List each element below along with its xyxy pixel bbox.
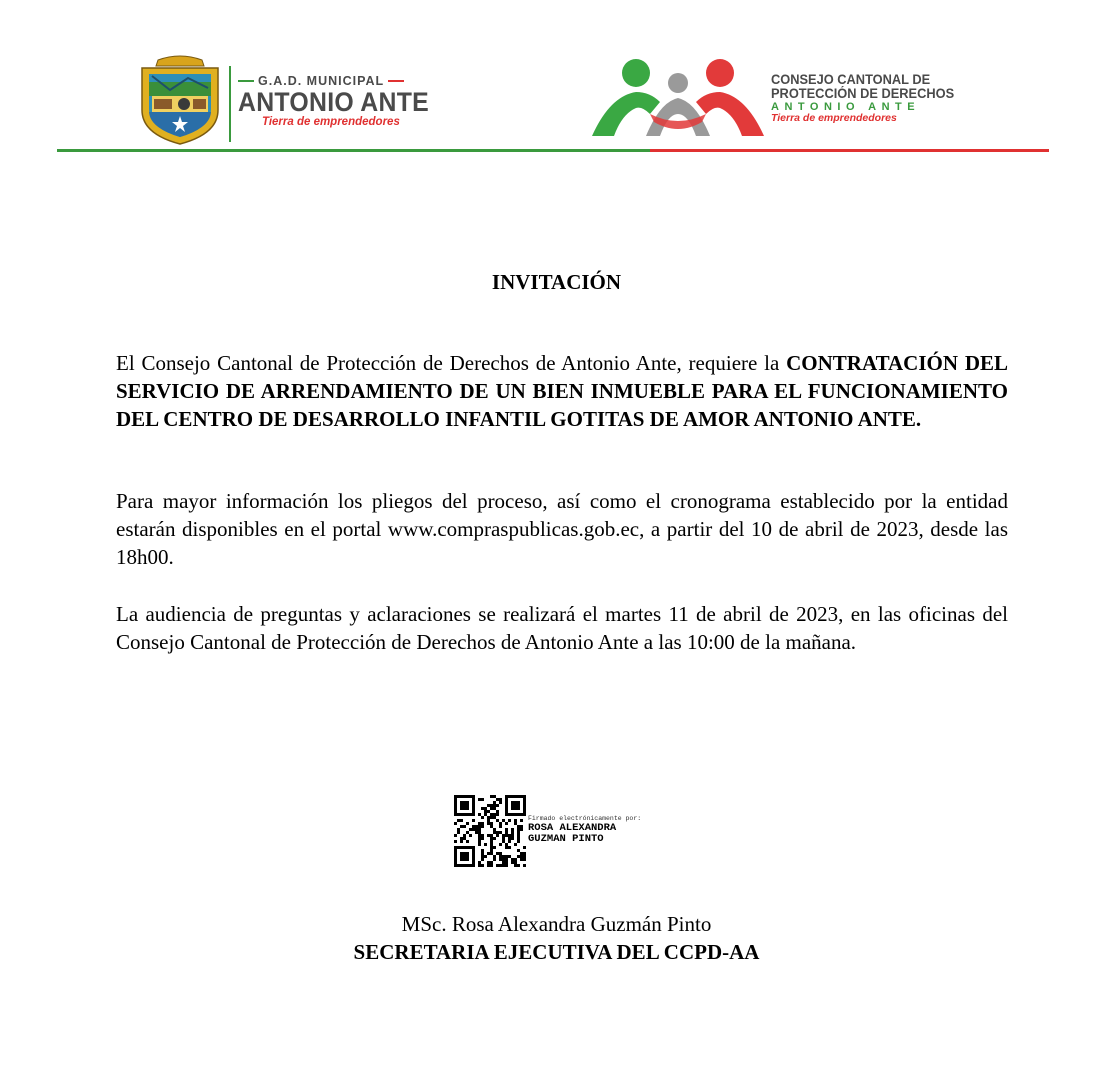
signature-stamp: [528, 815, 641, 845]
letterhead: [0, 0, 1113, 160]
requirement-intro: El Consejo Cantonal de Protección de Derechos de Antonio Ante, requiere la: [116, 351, 780, 375]
stamp-label: Firmado electrónicamente por:: [528, 815, 642, 822]
gad-wordmark: [238, 74, 448, 128]
requirement-subject: CONTRATACIÓN DEL SERVICIO DE ARRENDAMIENTO DE UN BIEN INMUEBLE PARA EL FUNCIONAMIENTO DEL CENTRO DE DESARROLLO INFANTIL GOTITAS DE AMOR ANTONIO ANTE.: [116, 351, 1009, 431]
document-title: INVITACIÓN: [491, 270, 622, 294]
signer-title: SECRETARIA EJECUTIVA DEL CCPD-AA: [353, 940, 760, 964]
gad-tagline: Tierra de emprendedores: [262, 116, 400, 128]
gad-top-label: G.A.D. MUNICIPAL: [258, 74, 385, 88]
red-dash: [388, 80, 404, 82]
stamp-name-line2: GUZMAN PINTO: [528, 833, 604, 845]
paragraph-audience: La audiencia de preguntas y aclaraciones se realizará el martes 11 de abril de 2023, en las oficinas del Consejo Cantonal de Protección de Derechos de Antonio Ante a las 10:00 de la mañana.: [116, 602, 1008, 654]
consejo-figures-logo: [590, 56, 768, 138]
stamp-name-line1: ROSA ALEXANDRA: [528, 822, 617, 834]
header-rule-red: [650, 149, 1049, 152]
coat-of-arms-logo: [138, 52, 222, 146]
consejo-tagline: Tierra de emprendedores: [771, 112, 897, 124]
paragraph-information: Para mayor información los pliegos del proceso, así como el cronograma establecido por la entidad estarán disponibles en el portal www.compraspublicas.gob.ec, a partir del 10 de abril de 2023, desde las 18h00.: [116, 489, 1008, 569]
signer-name: MSc. Rosa Alexandra Guzmán Pinto: [401, 912, 712, 936]
header-divider: [229, 66, 231, 142]
green-dash: [238, 80, 254, 82]
consejo-line1: CONSEJO CANTONAL DE: [771, 72, 931, 87]
paragraph-requirement: [116, 349, 1008, 433]
consejo-line3: ANTONIO ANTE: [771, 101, 921, 113]
signature-qr-code: [454, 795, 526, 867]
consejo-wordmark: [771, 73, 964, 124]
gad-name: ANTONIO ANTE: [238, 87, 430, 117]
consejo-line2: PROTECCIÓN DE DERECHOS: [771, 86, 955, 101]
header-rule-green: [57, 149, 650, 152]
